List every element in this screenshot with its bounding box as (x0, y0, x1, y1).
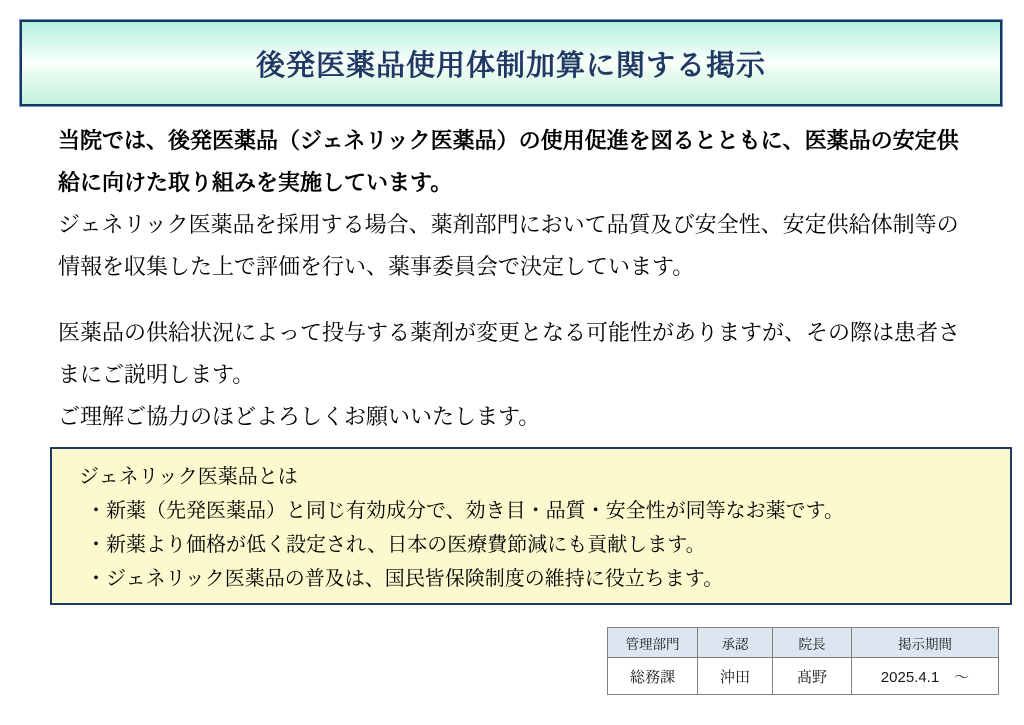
header-banner (20, 20, 1002, 106)
generic-drug-info-box (50, 447, 1012, 605)
table-header-approval: 承認 (698, 628, 773, 658)
paragraph-supply-change: 医薬品の供給状況によって投与する薬剤が変更となる可能性がありますが、その際は患者さまにご説明します。 (58, 320, 961, 387)
approval-table (607, 627, 999, 695)
info-box-title: ジェネリック医薬品とは (79, 466, 298, 488)
table-header-managing-dept: 管理部門 (608, 628, 698, 658)
page-title: 後発医薬品使用体制加算に関する掲示 (255, 49, 766, 82)
info-box-bullet-insurance: ・ジェネリック医薬品の普及は、国民皆保険制度の維持に役立ちます。 (86, 568, 724, 590)
paragraph-promotion-policy: 当院では、後発医薬品（ジェネリック医薬品）の使用促進を図るとともに、医薬品の安定供給に向けた取り組みを実施しています。 (58, 128, 959, 195)
body-text (58, 120, 966, 438)
info-box-bullet-lower-price: ・新薬より価格が低く設定され、日本の医療費節減にも貢献します。 (86, 534, 706, 556)
table-cell-director: 髙野 (773, 658, 852, 695)
approval-table-header-row (608, 628, 999, 658)
info-box-bullet-same-ingredient: ・新薬（先発医薬品）と同じ有効成分で、効き目・品質・安全性が同等なお薬です。 (86, 500, 844, 522)
table-header-posting-period: 掲示期間 (852, 628, 999, 658)
table-cell-approval: 沖田 (698, 658, 773, 695)
table-cell-managing-dept: 総務課 (608, 658, 698, 695)
table-cell-posting-period: 2025.4.1 ～ (852, 658, 999, 695)
paragraph-thanks: ご理解ご協力のほどよろしくお願いいたします。 (58, 404, 541, 429)
info-box-bullet-list (79, 494, 1000, 596)
paragraph-adoption-process: ジェネリック医薬品を採用する場合、薬剤部門において品質及び安全性、安定供給体制等の情報を収集した上で評価を行い、薬事委員会で決定しています。 (58, 212, 959, 279)
approval-table-value-row (608, 658, 999, 695)
table-header-director: 院長 (773, 628, 852, 658)
